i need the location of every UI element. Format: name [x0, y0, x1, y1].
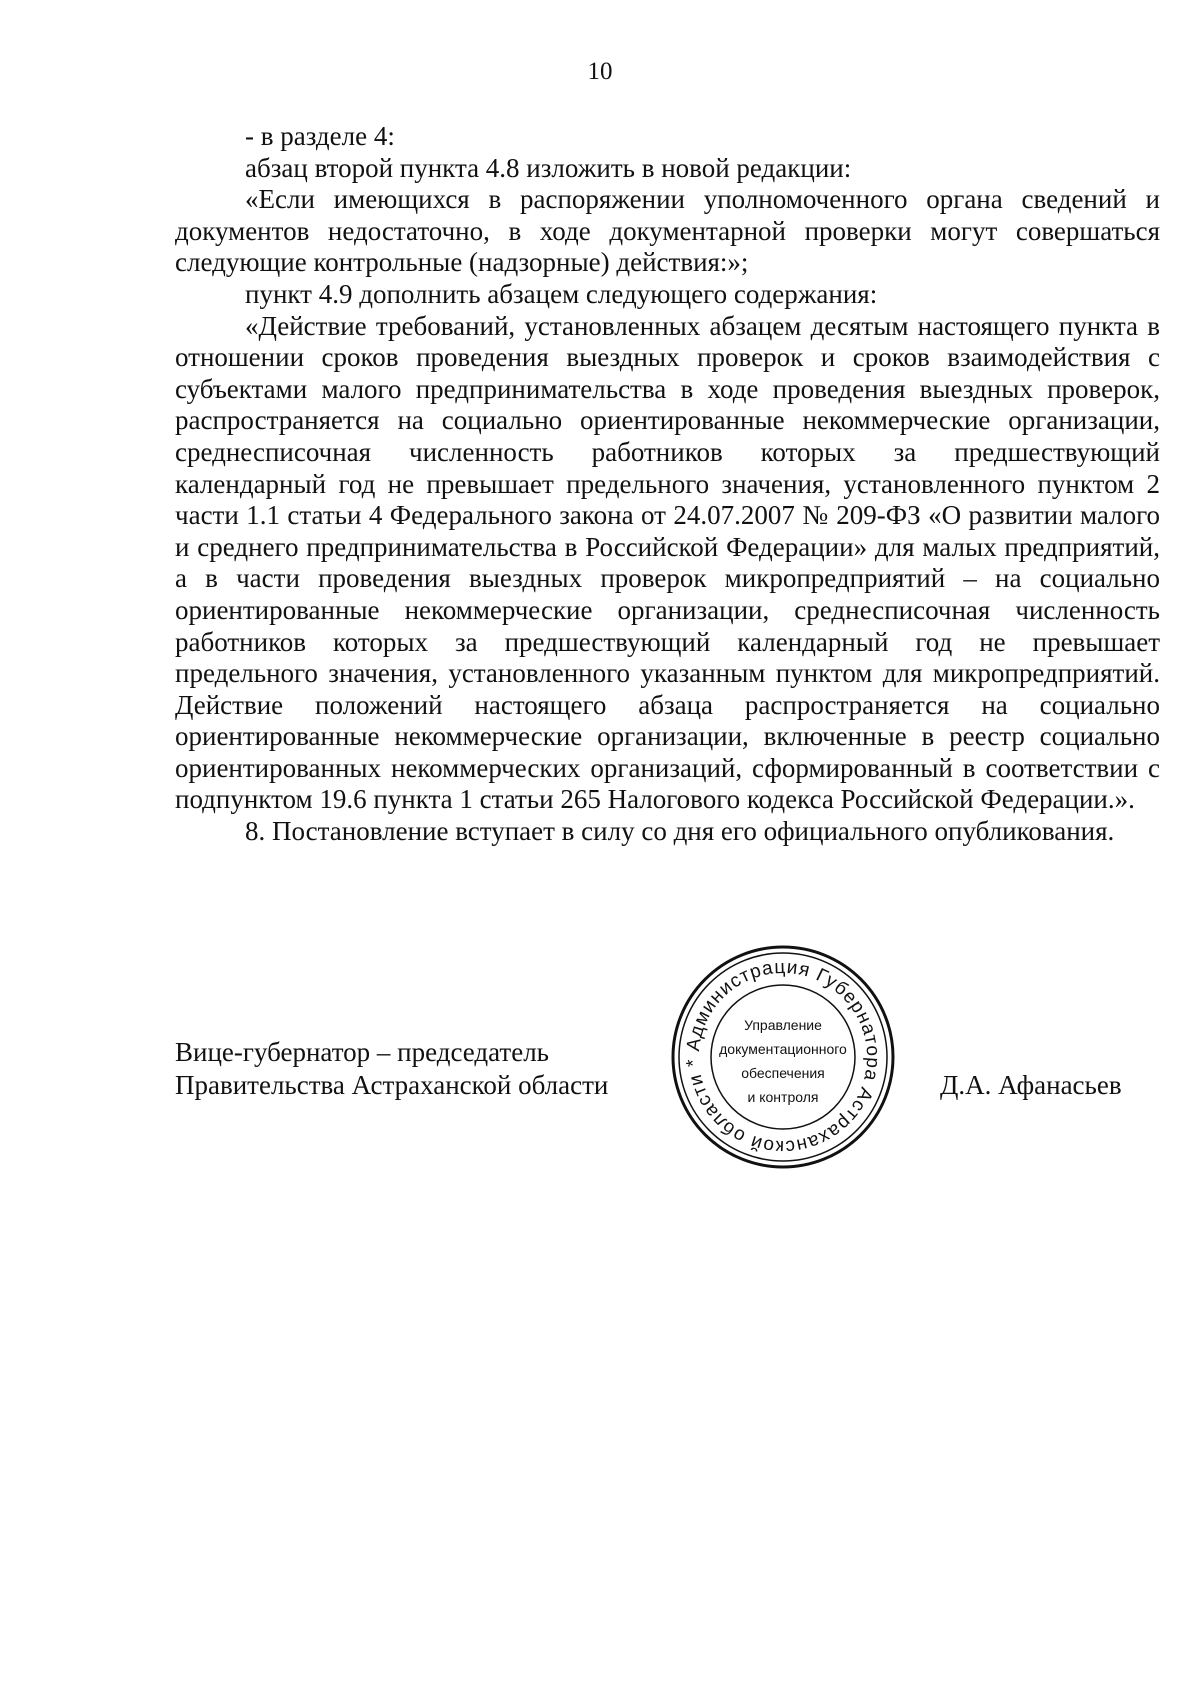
paragraph: - в разделе 4: [245, 121, 395, 151]
paragraph: пункт 4.9 дополнить абзацем следующего содержания: [245, 278, 878, 309]
paragraph: абзац второй пункта 4.8 изложить в новой редакции: [245, 152, 852, 183]
stamp-center-line: Управление [744, 1017, 822, 1033]
stamp-center-line: и контроля [747, 1089, 819, 1105]
signatory-title-line: Вице-губернатор – председатель [175, 1037, 549, 1067]
signatory-title [175, 1036, 608, 1102]
official-stamp [668, 942, 898, 1172]
paragraph: 8. Постановление вступает в силу со дня его официального опубликования. [245, 816, 1115, 847]
document-body [175, 121, 1160, 848]
paragraph: «Действие требований, установленных абзацем десятым настоящего пункта в отношении сроков проведения выездных проверок и сроков взаимодействия с субъектами малого предпринимательства в ходе проведения выездных проверок, распространяется на социально ориентированные некоммерческие организации, среднесписочная численность работников которых за предшествующий календарный год не превышает предельного значения, установленного пунктом 2 части 1.1 статьи 4 Федерального закона от 24.07.2007 № 209-ФЗ «О развитии малого и среднего предпринимательства в Российской Федерации» для малых предприятий, а в части проведения выездных проверок микропредприятий – на социально ориентированные некоммерческие организации, среднесписочная численность работников которых за предшествующий календарный год не превышает предельного значения, установленного указанным пунктом для микропредприятий. Действие положений настоящего абзаца распространяется на социально ориентированные некоммерческие организации, включенные в реестр социально ориентированных некоммерческих организаций, сформированный в соответствии с подпунктом 19.6 пункта 1 статьи 265 Налогового кодекса Российской Федерации.». [175, 310, 1160, 815]
paragraph: «Если имеющихся в распоряжении уполномоченного органа сведений и документов недостаточно, в ходе документарной проверки могут совершаться следующие контрольные (надзорные) действия:»; [175, 184, 1160, 278]
signatory-name: Д.А. Афанасьев [940, 1070, 1122, 1100]
stamp-graphic [668, 942, 898, 1172]
stamp-ring-text: Администрация Губернатора Астраханской области * [682, 956, 884, 1158]
stamp-center-line: документационного [719, 1041, 847, 1057]
page-number: 10 [587, 58, 613, 85]
signatory-title-line: Правительства Астраханской области [175, 1070, 609, 1100]
stamp-center-line: обеспечения [741, 1065, 825, 1081]
